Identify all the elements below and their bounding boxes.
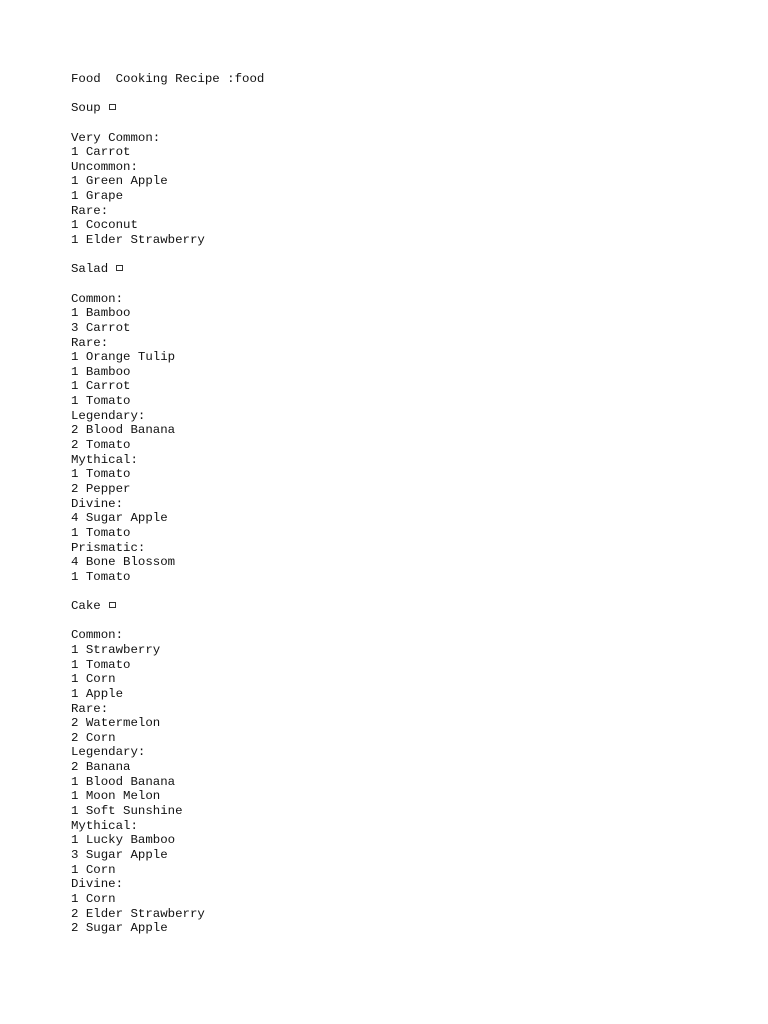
ingredient-item: 1 Coconut (71, 218, 138, 233)
ingredient-item: 1 Tomato (71, 394, 131, 409)
ingredient-item: 1 Bamboo (71, 364, 131, 379)
ingredient-item: 1 Corn (71, 891, 116, 906)
ingredient-item: 1 Apple (71, 686, 124, 701)
ingredient-item: 2 Sugar Apple (71, 921, 168, 936)
ingredient-item: 2 Elder Strawberry (71, 906, 205, 921)
ingredient-item: 1 Blood Banana (71, 774, 176, 789)
rarity-label: Legendary: (71, 408, 146, 423)
ingredient-item: 1 Lucky Bamboo (71, 833, 176, 848)
recipe-name: Cake (71, 599, 101, 614)
spacer (71, 584, 748, 599)
ingredient-item: 2 Watermelon (71, 716, 161, 731)
ingredient-item: 1 Soft Sunshine (71, 804, 183, 819)
box-icon (109, 602, 116, 608)
ingredient-item: 1 Corn (71, 862, 116, 877)
recipe-heading-salad (71, 262, 748, 277)
ingredient-item: 2 Blood Banana (71, 423, 176, 438)
spacer (71, 87, 748, 102)
rarity-label: Rare: (71, 335, 109, 350)
spacer (71, 248, 748, 263)
ingredient-item: 2 Pepper (71, 481, 131, 496)
spacer (71, 116, 748, 131)
recipe-name: Salad (71, 262, 109, 277)
ingredient-item: 1 Carrot (71, 145, 131, 160)
ingredient-item: 1 Strawberry (71, 642, 161, 657)
ingredient-item: 2 Corn (71, 730, 116, 745)
rarity-label: Divine: (71, 877, 124, 892)
recipe-name: Soup (71, 101, 101, 116)
rarity-label: Common: (71, 291, 124, 306)
ingredient-item: 3 Sugar Apple (71, 847, 168, 862)
box-icon (109, 104, 116, 110)
recipe-heading-cake (71, 599, 748, 614)
ingredient-item: 1 Tomato (71, 467, 131, 482)
recipe-sections (71, 101, 748, 936)
box-icon (116, 265, 123, 271)
ingredient-item: 1 Moon Melon (71, 789, 161, 804)
rarity-label: Common: (71, 628, 124, 643)
ingredient-item: 1 Tomato (71, 657, 131, 672)
spacer (71, 277, 748, 292)
ingredient-item: 4 Bone Blossom (71, 555, 176, 570)
recipe-document (71, 72, 748, 936)
ingredient-item: 1 Bamboo (71, 306, 131, 321)
rarity-label: Mythical: (71, 452, 138, 467)
ingredient-item: 1 Corn (71, 672, 116, 687)
ingredient-item: 1 Green Apple (71, 174, 168, 189)
ingredient-item: 3 Carrot (71, 320, 131, 335)
rarity-label: Prismatic: (71, 540, 146, 555)
rarity-label: Divine: (71, 496, 124, 511)
rarity-label: Uncommon: (71, 159, 138, 174)
spacer (71, 614, 748, 629)
document-title: Food Cooking Recipe :food (71, 72, 265, 86)
ingredient-item: 1 Tomato (71, 569, 131, 584)
ingredient-item: 1 Orange Tulip (71, 350, 176, 365)
ingredient-item: 2 Tomato (71, 438, 131, 453)
ingredient-item: 1 Carrot (71, 379, 131, 394)
ingredient-item: 2 Banana (71, 760, 131, 775)
rarity-label: Rare: (71, 203, 109, 218)
rarity-label: Rare: (71, 701, 109, 716)
recipe-heading-soup (71, 101, 748, 116)
rarity-label: Mythical: (71, 818, 138, 833)
ingredient-item: 4 Sugar Apple (71, 511, 168, 526)
ingredient-item: 1 Tomato (71, 525, 131, 540)
ingredient-item: 1 Elder Strawberry (71, 233, 205, 248)
rarity-label: Legendary: (71, 745, 146, 760)
ingredient-item: 1 Grape (71, 189, 124, 204)
rarity-label: Very Common: (71, 130, 161, 145)
